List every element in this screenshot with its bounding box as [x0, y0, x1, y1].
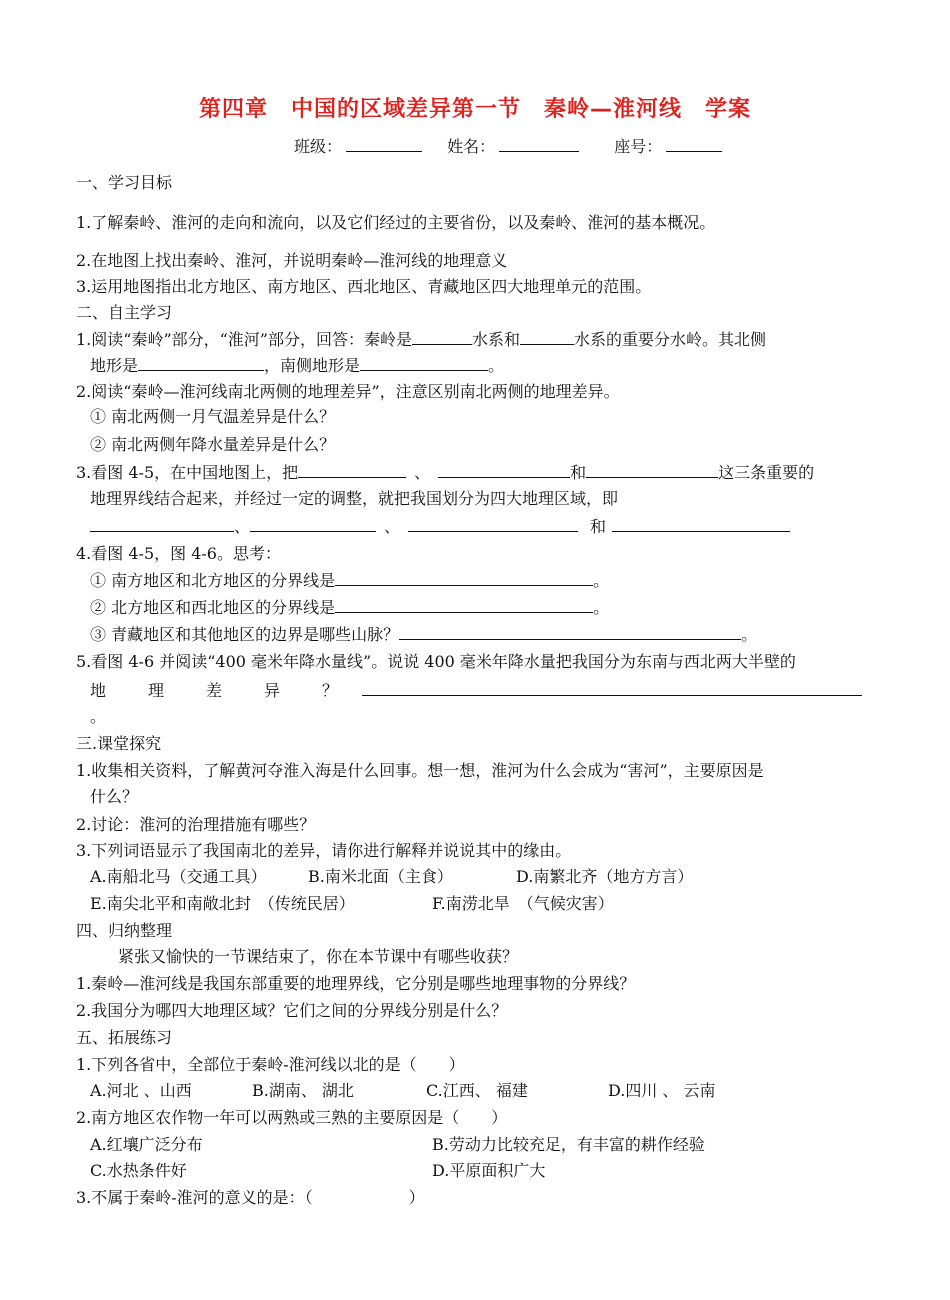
option-c[interactable]: C.水热条件好 — [90, 1161, 187, 1180]
extension-q1: 1.下列各省中，全部位于秦岭-淮河线以北的是（ ） — [76, 1055, 465, 1074]
inquiry-options-row1: A.南船北马（交通工具） B.南米北面（主食） D.南繁北齐（地方方言） — [90, 867, 694, 886]
extension-q2-options-row2 — [90, 1160, 545, 1182]
extension-q2-options-row1 — [90, 1134, 705, 1156]
self-study-q2-sub2: ② 南北两侧年降水量差异是什么？ — [90, 435, 336, 454]
option-a[interactable]: A.河北 、山西 — [90, 1081, 192, 1100]
option-d[interactable]: D.四川 、 云南 — [608, 1081, 716, 1100]
section-heading-goals: 一、学习目标 — [76, 173, 173, 192]
section-heading-self-study: 二、自主学习 — [76, 303, 173, 322]
blank-qingzang-mountains[interactable] — [399, 624, 741, 640]
class-blank[interactable] — [346, 136, 422, 152]
self-study-q2: 2.阅读“秦岭—淮河线南北两侧的地理差异”，注意区别南北两侧的地理差异。 — [76, 382, 620, 401]
blank-region-4[interactable] — [612, 516, 790, 532]
blank-water-system-2[interactable] — [520, 329, 574, 345]
self-study-q3-line3: 、 、 和 — [90, 516, 790, 538]
option-b[interactable]: B.湖南、 湖北 — [252, 1081, 354, 1100]
self-study-q5-line3: 。 — [90, 707, 107, 726]
inquiry-q3: 3.下列词语显示了我国南北的差异，请你进行解释并说说其中的缘由。 — [76, 841, 572, 860]
section-heading-class-inquiry: 三.课堂探究 — [76, 734, 162, 753]
section-heading-extension: 五、拓展练习 — [76, 1028, 173, 1047]
self-study-q4-sub3: ③ 青藏地区和其他地区的边界是哪些山脉？ 。 — [90, 625, 758, 644]
self-study-q1-line1: 1.阅读“秦岭”部分，“淮河”部分，回答：秦岭是 水系和 水系的重要分水岭。其北侧 — [76, 330, 767, 349]
inquiry-q1-line2: 什么？ — [90, 787, 139, 806]
self-study-q3-line2: 地理界线结合起来，并经过一定的调整，就把我国划分为四大地理区域，即 — [90, 489, 619, 508]
blank-region-1[interactable] — [90, 516, 234, 532]
self-study-q3-line1: 3.看图 4-5，在中国地图上，把 、 和 这三条重要的 — [76, 463, 815, 482]
blank-south-terrain[interactable] — [360, 355, 488, 371]
blank-boundary-1[interactable] — [298, 462, 406, 478]
option-b[interactable]: B.劳动力比较充足，有丰富的耕作经验 — [432, 1135, 705, 1154]
blank-north-northwest-line[interactable] — [335, 597, 593, 613]
blank-region-2[interactable] — [250, 516, 376, 532]
name-label: 姓名： — [447, 137, 496, 156]
page-title: 第四章 中国的区域差异第一节 秦岭—淮河线 学案 — [198, 97, 751, 122]
goal-item-3: 3.运用地图指出北方地区、南方地区、西北地区、青藏地区四大地理单元的范围。 — [76, 277, 652, 296]
self-study-q1-line2: 地形是 ，南侧地形是 。 — [90, 356, 505, 375]
student-info-row — [294, 136, 726, 158]
blank-south-north-line[interactable] — [335, 570, 593, 586]
inquiry-q1-line1: 1.收集相关资料，了解黄河夺淮入海是什么回事。想一想，淮河为什么会成为“害河”，主要原因是 — [76, 761, 764, 780]
blank-400mm-difference[interactable] — [362, 680, 862, 696]
extension-q1-options — [90, 1080, 716, 1102]
blank-boundary-2[interactable] — [438, 462, 570, 478]
goal-item-1: 1.了解秦岭、淮河的走向和流向，以及它们经过的主要省份，以及秦岭、淮河的基本概况。 — [76, 213, 716, 232]
blank-north-terrain[interactable] — [138, 355, 264, 371]
summary-q1: 1.秦岭—淮河线是我国东部重要的地理界线，它分别是哪些地理事物的分界线？ — [76, 974, 636, 993]
blank-water-system-1[interactable] — [412, 329, 472, 345]
summary-intro: 紧张又愉快的一节课结束了，你在本节课中有哪些收获？ — [118, 947, 519, 966]
inquiry-options-row2: E.南尖北平和南敞北封 （传统民居） F.南涝北旱 （气候灾害） — [90, 894, 614, 913]
self-study-q5-line1: 5.看图 4-6 并阅读“400 毫米年降水量线”。说说 400 毫米年降水量把我国分为东南与西北两大半壁的 — [76, 652, 796, 671]
seat-blank[interactable] — [666, 136, 722, 152]
seat-label: 座号： — [614, 137, 663, 156]
blank-boundary-3[interactable] — [586, 462, 718, 478]
self-study-q2-sub1: ① 南北两侧一月气温差异是什么？ — [90, 407, 336, 426]
option-d[interactable]: D.平原面积广大 — [432, 1161, 546, 1180]
inquiry-q2: 2.讨论：淮河的治理措施有哪些？ — [76, 815, 316, 834]
section-heading-summary: 四、归纳整理 — [76, 921, 173, 940]
extension-q2: 2.南方地区农作物一年可以两熟或三熟的主要原因是（ ） — [76, 1108, 508, 1127]
goal-item-2: 2.在地图上找出秦岭、淮河，并说明秦岭—淮河线的地理意义 — [76, 251, 508, 270]
summary-q2: 2.我国分为哪四大地理区域？它们之间的分界线分别是什么？ — [76, 1001, 508, 1020]
self-study-q4-sub1: ① 南方地区和北方地区的分界线是 。 — [90, 571, 610, 590]
class-label: 班级： — [294, 137, 343, 156]
option-a[interactable]: A.红壤广泛分布 — [90, 1135, 203, 1154]
self-study-q4-sub2: ② 北方地区和西北地区的分界线是 。 — [90, 598, 610, 617]
extension-q3: 3.不属于秦岭-淮河的意义的是：（ ） — [76, 1188, 425, 1207]
option-c[interactable]: C.江西、 福建 — [426, 1081, 528, 1100]
name-blank[interactable] — [499, 136, 579, 152]
blank-region-3[interactable] — [408, 516, 578, 532]
self-study-q4: 4.看图 4-5，图 4-6。思考： — [76, 544, 281, 563]
self-study-q5-line2: 地 理 差 异 ？ — [90, 680, 862, 702]
